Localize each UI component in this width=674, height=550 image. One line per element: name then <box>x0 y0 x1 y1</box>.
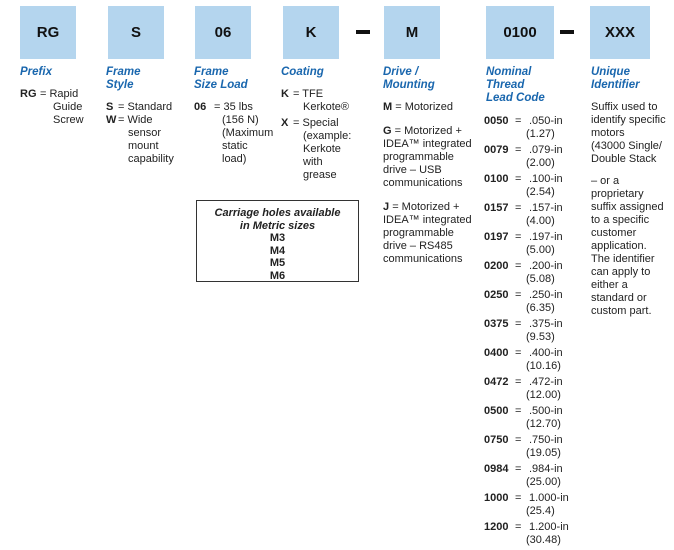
prefix-box: RG <box>20 6 76 59</box>
coating-option-x: X = Special (example: Kerkote with grease <box>281 117 352 181</box>
frame-size-option: 06 = 35 lbs (156 N) (Maximum static load) <box>194 101 274 165</box>
drive-option-j: J = Motorized + IDEA™ integrated programmable drive – RS485 communications <box>383 201 472 265</box>
lead-code-item: 0750 = .750-in (19.05) <box>484 434 563 459</box>
lead-box: 0100 <box>486 6 554 59</box>
lead-code-item: 0984 = .984-in (25.00) <box>484 463 563 488</box>
drive-option-m: M = Motorized <box>383 101 454 113</box>
metric-size: M5 <box>269 257 286 269</box>
prefix-option: RG = Rapid Guide Screw <box>20 88 84 126</box>
option-code: RG <box>20 88 37 100</box>
metric-size: M6 <box>269 269 286 282</box>
metric-size: M4 <box>269 244 286 257</box>
frame-style-box: S <box>108 6 164 59</box>
lead-code-item: 0100 = .100-in (2.54) <box>484 173 563 198</box>
lead-code-list <box>484 115 569 550</box>
metric-holes-note: Carriage holes available in Metric sizes M3 M4 M5 M6 <box>196 200 359 282</box>
lead-code-item: 0079 = .079-in (2.00) <box>484 144 563 169</box>
frame-style-option-w: W = Wide sensor mount capability <box>106 114 174 165</box>
coating-header: Coating <box>281 66 324 78</box>
lead-code-item: 0400 = .400-in (10.16) <box>484 347 563 372</box>
lead-code-item: 0250 = .250-in (6.35) <box>484 289 563 314</box>
coating-box: K <box>283 6 339 59</box>
lead-code-item: 0500 = .500-in (12.70) <box>484 405 563 430</box>
frame-size-box: 06 <box>195 6 251 59</box>
identifier-header: Unique Identifier <box>591 66 640 91</box>
metric-size: M3 <box>269 232 286 244</box>
frame-size-header: Frame Size Load <box>194 66 248 91</box>
frame-style-header: Frame Style <box>106 66 141 91</box>
drive-box: M <box>384 6 440 59</box>
lead-code-item: 0157 = .157-in (4.00) <box>484 202 563 227</box>
lead-code-item: 0197 = .197-in (5.00) <box>484 231 563 256</box>
prefix-header: Prefix <box>20 66 52 78</box>
lead-header: Nominal Thread Lead Code <box>486 66 545 104</box>
coating-options <box>281 88 351 182</box>
lead-code-item: 1000 = 1.000-in (25.4) <box>484 492 569 517</box>
lead-code-item: 0472 = .472-in (12.00) <box>484 376 563 401</box>
coating-option-k: K = TFE Kerkote® <box>281 88 350 113</box>
separator-dash-1 <box>356 30 370 34</box>
separator-dash-2 <box>560 30 574 34</box>
drive-options <box>383 101 472 266</box>
lead-code-item: 0375 = .375-in (9.53) <box>484 318 563 343</box>
drive-option-g: G = Motorized + IDEA™ integrated programmable drive – USB communications <box>383 125 472 189</box>
frame-style-option-s: S = Standard <box>106 101 173 113</box>
lead-code-item: 0050 = .050-in (1.27) <box>484 115 563 140</box>
identifier-box: XXX <box>590 6 650 59</box>
identifier-description: Suffix used to identify specific motors (43000 Single/ Double Stack – or a proprietary suffix assigned to a specific customer application. The identifier can apply to either a standard or custom part. <box>591 101 666 317</box>
lead-code-item: 0200 = .200-in (5.08) <box>484 260 563 285</box>
frame-style-options <box>106 101 174 166</box>
lead-code-item: 1200 = 1.200-in (30.48) <box>484 521 569 546</box>
drive-header: Drive / Mounting <box>383 66 435 91</box>
